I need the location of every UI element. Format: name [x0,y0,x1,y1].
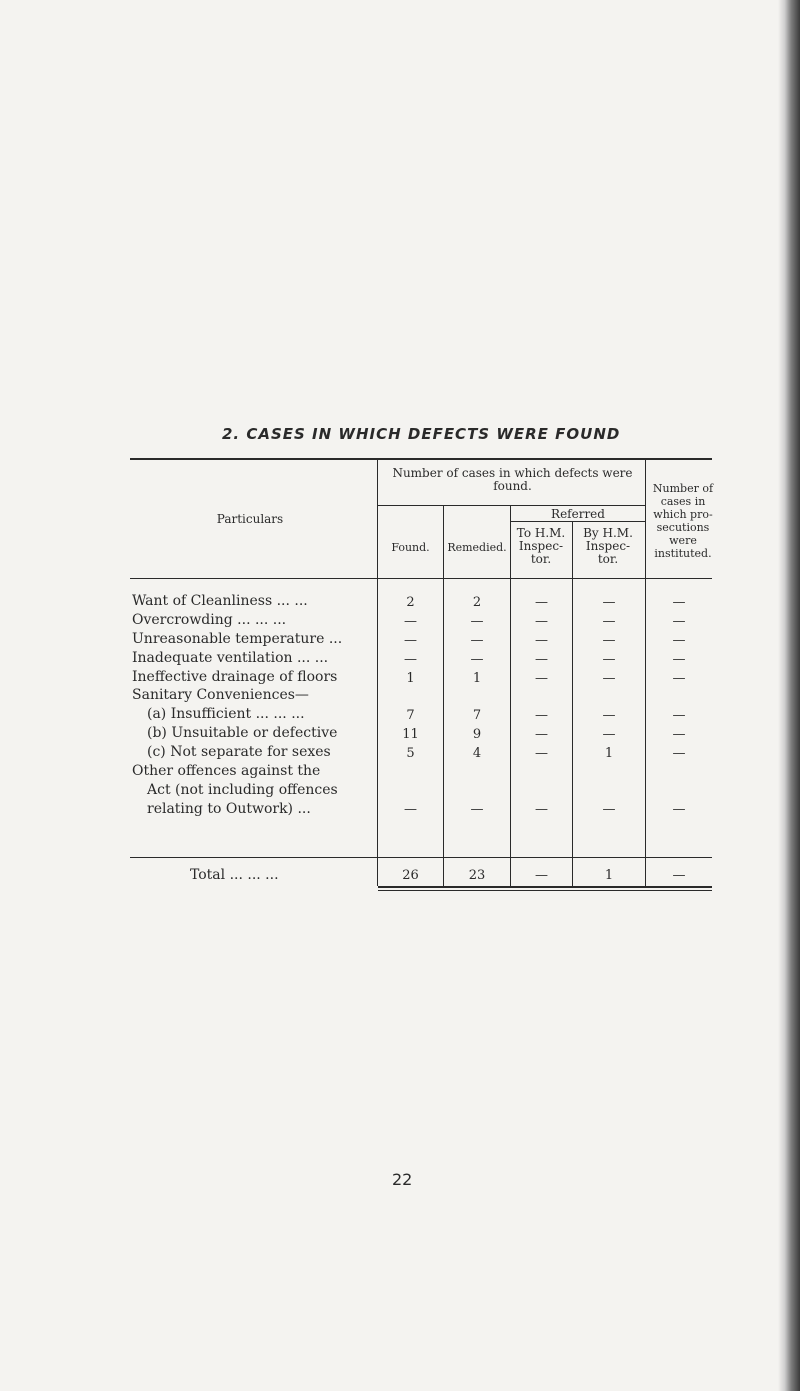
cell-found: 2 [406,595,415,610]
header-found: Found. [391,541,430,554]
total-by-hm: 1 [604,868,614,883]
cell-prosecutions: — [672,595,686,610]
total-prosecutions: — [672,868,686,883]
row-label: (a) Insufficient ... ... ... [147,706,305,722]
row-label: Ineffective drainage of floors [132,669,338,685]
header-remedied: Remedied. [447,541,507,554]
cell-by-hm: 1 [604,746,614,761]
cell-to-hm: — [535,595,548,610]
cell-remedied: 1 [472,671,482,686]
col-divider-2 [443,505,444,886]
cell-to-hm: — [535,727,548,742]
row-label: (b) Unsuitable or defective [147,725,338,741]
cell-remedied: 2 [472,595,482,610]
row-label: Other offences against the [132,763,321,779]
cell-by-hm: — [602,708,616,723]
cell-by-hm: — [602,727,616,742]
cell-by-hm: — [602,802,616,817]
cell-by-hm: — [602,671,616,686]
header-referred: Referred [551,507,605,521]
cell-prosecutions: — [672,614,686,629]
total-to-hm: — [535,868,548,883]
cell-prosecutions: — [672,652,686,667]
header-by-hm: By H.M. Inspec- tor. [583,526,633,566]
header-bottom-rule [130,578,712,579]
cell-remedied: 9 [472,727,482,742]
table-bottom-rule-2 [378,890,712,891]
cell-remedied: — [470,802,484,817]
row-label: Want of Cleanliness ... ... [132,593,308,609]
cell-to-hm: — [535,652,548,667]
page-edge-shadow [778,0,800,1391]
cell-remedied: — [470,652,484,667]
cell-prosecutions: — [672,802,686,817]
total-label: Total ... ... ... [190,867,279,883]
referred-rule [510,521,645,522]
cell-prosecutions: — [672,633,686,648]
cell-by-hm: — [602,652,616,667]
cell-found: — [404,802,417,817]
cell-prosecutions: — [672,671,686,686]
table-bottom-rule-1 [378,886,712,888]
cell-remedied: — [470,614,484,629]
col-divider-4 [572,521,573,886]
total-found: 26 [402,868,419,883]
section-title: 2. CASES IN WHICH DEFECTS WERE FOUND [222,425,621,443]
cell-to-hm: — [535,671,548,686]
cell-found: 1 [406,671,415,686]
row-label: relating to Outwork) ... [147,801,311,817]
header-group: Number of cases in which defects were found. [392,466,633,493]
cell-by-hm: — [602,614,616,629]
header-prosecutions: Number of cases in which pro- secutions were instituted. [652,482,714,560]
cell-to-hm: — [535,746,548,761]
cell-to-hm: — [535,614,548,629]
cell-found: 7 [406,708,415,723]
total-top-rule [130,857,712,858]
cell-found: — [404,633,417,648]
cell-prosecutions: — [672,746,686,761]
row-label: Act (not including offences [147,782,338,798]
cell-by-hm: — [602,595,616,610]
cell-found: 11 [402,727,419,742]
row-label: (c) Not separate for sexes [147,744,331,760]
cell-remedied: 4 [472,746,482,761]
cell-remedied: — [470,633,484,648]
col-divider-3 [510,505,511,886]
row-label: Inadequate ventilation ... ... [132,650,329,666]
cell-to-hm: — [535,708,548,723]
total-remedied: 23 [468,868,486,883]
cell-prosecutions: — [672,708,686,723]
cell-by-hm: — [602,633,616,648]
header-to-hm: To H.M. Inspec- tor. [516,526,566,566]
row-label: Sanitary Conveniences— [132,687,309,703]
group-rule [377,505,645,506]
cell-found: — [404,652,417,667]
cell-found: — [404,614,417,629]
cell-to-hm: — [535,802,548,817]
cell-found: 5 [406,746,415,761]
row-label: Unreasonable temperature ... [132,631,343,647]
header-particulars: Particulars [216,512,284,526]
cell-to-hm: — [535,633,548,648]
row-label: Overcrowding ... ... ... [132,612,287,628]
cell-remedied: 7 [472,708,482,723]
table-top-rule [130,458,712,460]
cell-prosecutions: — [672,727,686,742]
page-number: 22 [392,1170,413,1189]
